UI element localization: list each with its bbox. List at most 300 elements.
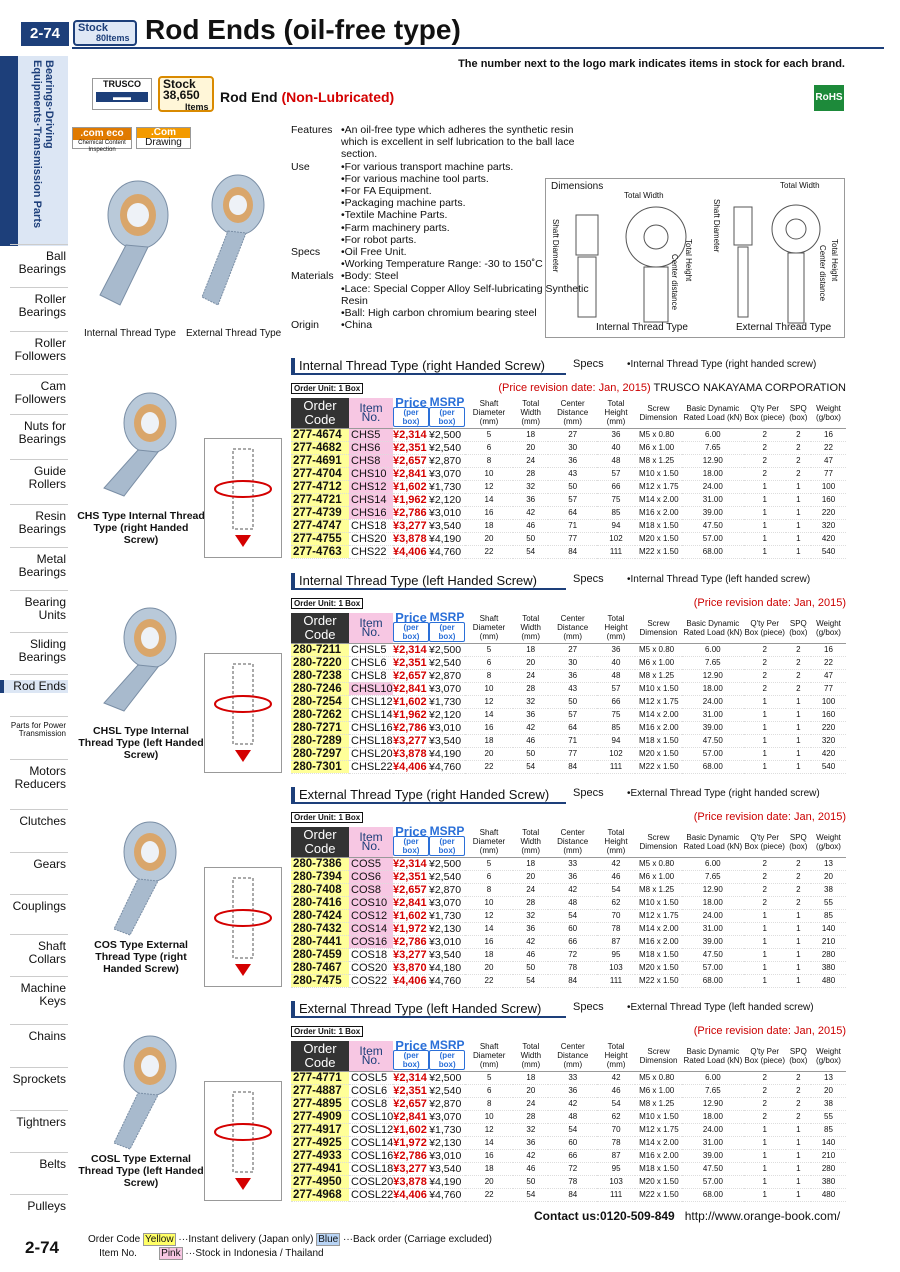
cell-height: 94 — [597, 734, 635, 747]
col-price-label: Price — [395, 395, 427, 411]
cell-spq: 2 — [786, 896, 811, 909]
table-row[interactable] — [291, 656, 846, 669]
item-no: COSL18 — [351, 1162, 394, 1175]
cell-load: 24.00 — [682, 1123, 744, 1136]
table-row[interactable] — [291, 1188, 846, 1201]
order-code[interactable]: 280-7301 — [291, 760, 349, 773]
table-row[interactable] — [291, 467, 846, 480]
revision-date: (Price revision date: Jan, 2015) — [693, 811, 846, 823]
price: ¥2,657 — [393, 883, 429, 896]
order-code[interactable]: 277-4691 — [291, 454, 349, 467]
cell-spq: 1 — [786, 961, 811, 974]
cell-width: 24 — [513, 883, 548, 896]
item-no: CHSL20 — [351, 747, 393, 760]
col-height: Total Height (mm) — [597, 613, 635, 643]
cell-screw: M16 x 2.00 — [635, 1149, 682, 1162]
spec-value: •Packaging machine parts. — [341, 197, 466, 210]
order-code[interactable]: 280-7220 — [291, 656, 349, 669]
msrp: ¥2,870 — [429, 1097, 465, 1110]
price: ¥3,878 — [393, 532, 429, 545]
msrp: ¥4,190 — [429, 747, 465, 760]
sidebar-item-sliding-bearings[interactable]: Sliding Bearings — [18, 637, 66, 664]
table-row[interactable] — [291, 1110, 846, 1123]
item-no: CHS10 — [349, 467, 393, 480]
order-code[interactable]: 280-7211 — [291, 643, 349, 656]
cell-height: 75 — [597, 493, 635, 506]
order-code[interactable]: 280-7416 — [291, 896, 349, 909]
table-row[interactable] — [291, 909, 846, 922]
price: ¥2,786 — [393, 721, 429, 734]
cell-weight: 480 — [811, 974, 846, 987]
cell-width: 32 — [513, 480, 548, 493]
table-row[interactable] — [291, 532, 846, 545]
sidebar-item-ball-bearings[interactable]: Ball Bearings — [18, 249, 66, 276]
col-screw: Screw Dimension — [635, 398, 682, 428]
table-row[interactable] — [291, 857, 846, 870]
order-code[interactable]: 280-7441 — [291, 935, 349, 948]
cell-spq: 1 — [786, 974, 811, 987]
order-code[interactable]: 277-4739 — [291, 506, 349, 519]
spec-value: •For various machine tool parts. — [341, 172, 489, 185]
cell-width: 24 — [513, 669, 548, 682]
contact-phone: Contact us:0120-509-849 — [534, 1209, 675, 1223]
sidebar-item-clutches[interactable]: Clutches — [19, 814, 66, 828]
cell-center: 78 — [548, 1175, 597, 1188]
price: ¥1,962 — [393, 493, 429, 506]
spec-value: •Farm machinery parts. — [341, 221, 450, 234]
cell-qty: 1 — [744, 747, 786, 760]
order-code[interactable]: 280-7289 — [291, 734, 349, 747]
cell-shaft: 8 — [465, 669, 513, 682]
cell-center: 27 — [548, 643, 597, 656]
order-code[interactable]: 280-7432 — [291, 922, 349, 935]
order-code[interactable]: 280-7254 — [291, 695, 349, 708]
col-price-sub: (per box) — [393, 836, 429, 856]
cell-height: 111 — [597, 545, 635, 558]
order-code[interactable]: 280-7271 — [291, 721, 349, 734]
cell-load: 57.00 — [682, 747, 744, 760]
table-row[interactable] — [291, 708, 846, 721]
order-code[interactable]: 277-4917 — [291, 1123, 349, 1136]
sidebar-item-roller-bearings[interactable]: Roller Bearings — [18, 292, 66, 319]
cell-center: 72 — [548, 1162, 597, 1175]
msrp: ¥2,870 — [429, 669, 465, 682]
price: ¥2,314 — [393, 643, 429, 656]
order-code[interactable]: 277-4771 — [291, 1071, 349, 1084]
price: ¥1,602 — [393, 1123, 429, 1136]
cell-spq: 2 — [786, 1097, 811, 1110]
sidebar-divider — [10, 287, 68, 288]
rod-end-photo-4 — [80, 1021, 200, 1151]
order-code[interactable]: 280-7386 — [291, 857, 349, 870]
table-row[interactable] — [291, 682, 846, 695]
table-row[interactable] — [291, 747, 846, 760]
cell-center: 78 — [548, 961, 597, 974]
order-code[interactable]: 277-4763 — [291, 545, 349, 558]
col-order-code: Order Code — [291, 613, 349, 643]
item-no: CHS8 — [349, 454, 393, 467]
cell-height: 62 — [597, 1110, 635, 1123]
price-revision — [498, 382, 846, 394]
cell-weight: 85 — [811, 1123, 846, 1136]
item-no: COS5 — [349, 857, 393, 870]
order-code[interactable]: 277-4755 — [291, 532, 349, 545]
cell-spq: 1 — [786, 1162, 811, 1175]
cell-center: 48 — [548, 1110, 597, 1123]
order-code[interactable]: 277-4887 — [291, 1084, 349, 1097]
sidebar-item-parts-for-power-transmission[interactable]: Parts for Power Transmission — [10, 721, 66, 738]
cell-screw: M12 x 1.75 — [635, 480, 682, 493]
col-msrp-sub: (per box) — [429, 836, 465, 856]
cell-load: 31.00 — [682, 1136, 744, 1149]
table-row[interactable] — [291, 734, 846, 747]
table-row[interactable] — [291, 428, 846, 441]
price: ¥2,314 — [393, 1071, 429, 1084]
cell-height: 54 — [597, 1097, 635, 1110]
order-code[interactable]: 277-4968 — [291, 1188, 349, 1201]
cell-load: 6.00 — [682, 857, 744, 870]
cell-load: 12.90 — [682, 1097, 744, 1110]
spec-value: •Lace: Special Copper Alloy Self-lubricating Synthetic Resin — [341, 282, 589, 307]
sidebar-item-rod-ends[interactable]: Rod Ends — [0, 680, 68, 693]
cell-screw: M5 x 0.80 — [635, 1071, 682, 1084]
order-code[interactable]: 280-7475 — [291, 974, 349, 987]
sidebar-item-couplings[interactable]: Couplings — [12, 899, 66, 913]
drawing-sub: Drawing — [145, 137, 182, 148]
cell-load: 68.00 — [682, 545, 744, 558]
sidebar-item-nuts-for-bearings[interactable]: Nuts for Bearings — [18, 419, 66, 446]
cell-center: 30 — [548, 656, 597, 669]
dim-shaft-diameter: Shaft Diameter — [551, 219, 560, 273]
cell-shaft: 22 — [465, 545, 513, 558]
cell-width: 20 — [513, 441, 548, 454]
col-weight: Weight (g/box) — [811, 827, 846, 857]
table-row[interactable] — [291, 948, 846, 961]
section-specs-label: Specs — [573, 358, 604, 370]
cell-weight: 380 — [811, 1175, 846, 1188]
cell-qty: 2 — [744, 870, 786, 883]
sidebar-item-guide-rollers[interactable]: Guide Rollers — [28, 464, 66, 491]
col-width: Total Width (mm) — [513, 827, 548, 857]
msrp: ¥3,010 — [429, 1149, 465, 1162]
table-row[interactable] — [291, 1136, 846, 1149]
sidebar-item-pulleys[interactable]: Pulleys — [27, 1199, 66, 1213]
price: ¥1,602 — [393, 695, 429, 708]
msrp: ¥2,120 — [429, 493, 465, 506]
spec-value: •For robot parts. — [341, 233, 417, 246]
table-row[interactable] — [291, 721, 846, 734]
table-row[interactable] — [291, 695, 846, 708]
table-row[interactable] — [291, 1097, 846, 1110]
table-row[interactable] — [291, 1162, 846, 1175]
order-code[interactable]: 280-7246 — [291, 682, 349, 695]
cell-screw: M6 x 1.00 — [635, 870, 682, 883]
cell-screw: M10 x 1.50 — [635, 682, 682, 695]
sidebar-item-shaft-collars[interactable]: Shaft Collars — [28, 939, 66, 966]
order-code[interactable]: 280-7238 — [291, 669, 349, 682]
cell-center: 33 — [548, 1071, 597, 1084]
order-code[interactable]: 277-4933 — [291, 1149, 349, 1162]
table-row[interactable] — [291, 480, 846, 493]
spec-row — [291, 124, 601, 161]
table-row[interactable] — [291, 1149, 846, 1162]
sidebar-divider — [10, 547, 68, 548]
cell-height: 66 — [597, 480, 635, 493]
cell-weight: 55 — [811, 896, 846, 909]
table-row[interactable] — [291, 545, 846, 558]
table-row[interactable] — [291, 643, 846, 656]
table-row[interactable] — [291, 935, 846, 948]
cell-spq: 2 — [786, 467, 811, 480]
col-spq: SPQ (box) — [786, 613, 811, 643]
legend-yellow-desc: ···Instant delivery (Japan only) — [178, 1234, 314, 1245]
msrp: ¥1,730 — [429, 695, 465, 708]
msrp: ¥1,730 — [429, 909, 465, 922]
table-row[interactable] — [291, 883, 846, 896]
order-code[interactable]: 277-4721 — [291, 493, 349, 506]
table-row[interactable] — [291, 1175, 846, 1188]
cell-weight: 540 — [811, 760, 846, 773]
cell-height: 95 — [597, 948, 635, 961]
order-unit: Order Unit: 1 Box — [291, 812, 363, 823]
cell-center: 84 — [548, 1188, 597, 1201]
msrp: ¥3,070 — [429, 896, 465, 909]
stock-badge — [73, 20, 137, 46]
cell-height: 102 — [597, 532, 635, 545]
sidebar-item-bearing-units[interactable]: Bearing Units — [24, 595, 66, 622]
col-msrp-sub: (per box) — [429, 1050, 465, 1070]
order-code[interactable]: 277-4704 — [291, 467, 349, 480]
table-row[interactable] — [291, 974, 846, 987]
cell-shaft: 18 — [465, 519, 513, 532]
sidebar-item-gears[interactable]: Gears — [33, 857, 66, 871]
col-msrp — [429, 610, 465, 643]
col-price-sub: (per box) — [393, 1050, 429, 1070]
order-code[interactable]: 280-7467 — [291, 961, 349, 974]
cell-shaft: 16 — [465, 506, 513, 519]
cell-qty: 2 — [744, 1071, 786, 1084]
cell-qty: 1 — [744, 974, 786, 987]
order-code[interactable]: 277-4674 — [291, 428, 349, 441]
col-shaft: Shaft Diameter (mm) — [465, 398, 513, 428]
cell-width: 54 — [513, 760, 548, 773]
sidebar-item-motors-reducers[interactable]: Motors Reducers — [14, 764, 66, 791]
cell-height: 94 — [597, 519, 635, 532]
section-title: External Thread Type (right Handed Screw) — [291, 787, 566, 804]
item-no: COSL10 — [351, 1110, 394, 1123]
order-code[interactable]: 280-7408 — [291, 883, 349, 896]
cell-center: 60 — [548, 922, 597, 935]
spec-key: Specs — [291, 246, 321, 259]
cell-center: 54 — [548, 909, 597, 922]
order-code[interactable]: 277-4941 — [291, 1162, 349, 1175]
cell-load: 57.00 — [682, 1175, 744, 1188]
cell-shaft: 22 — [465, 974, 513, 987]
cell-center: 50 — [548, 480, 597, 493]
sidebar-item-tightners[interactable]: Tightners — [16, 1115, 66, 1129]
order-code[interactable]: 277-4909 — [291, 1110, 349, 1123]
sidebar-divider — [10, 1024, 68, 1025]
sidebar-divider — [10, 244, 68, 245]
order-code[interactable]: 280-7262 — [291, 708, 349, 721]
order-unit: Order Unit: 1 Box — [291, 383, 363, 394]
cell-load: 68.00 — [682, 760, 744, 773]
table-row[interactable] — [291, 1123, 846, 1136]
table-row[interactable] — [291, 519, 846, 532]
item-no: COSL5 — [349, 1071, 393, 1084]
cell-qty: 1 — [744, 532, 786, 545]
col-center: Center Distance (mm) — [548, 398, 597, 428]
cell-width: 32 — [513, 1123, 548, 1136]
item-no: CHS5 — [349, 428, 393, 441]
cell-qty: 2 — [744, 669, 786, 682]
cell-load: 39.00 — [682, 721, 744, 734]
sidebar-item-sprockets[interactable]: Sprockets — [12, 1072, 66, 1086]
cell-center: 30 — [548, 441, 597, 454]
contact-url[interactable]: http://www.orange-book.com/ — [684, 1209, 841, 1223]
cell-spq: 1 — [786, 506, 811, 519]
col-center: Center Distance (mm) — [548, 613, 597, 643]
col-order-code: Order Code — [291, 398, 349, 428]
cell-width: 20 — [513, 656, 548, 669]
spec-key: Features — [291, 124, 333, 136]
col-order-code: Order Code — [291, 827, 349, 857]
price: ¥3,277 — [393, 519, 429, 532]
order-code[interactable]: 277-4682 — [291, 441, 349, 454]
caption-internal: Internal Thread Type — [84, 328, 176, 339]
trusco-logo — [92, 78, 152, 110]
table-row[interactable] — [291, 896, 846, 909]
msrp: ¥3,070 — [429, 1110, 465, 1123]
msrp: ¥3,070 — [429, 682, 465, 695]
cell-shaft: 20 — [465, 961, 513, 974]
sidebar-item-machine-keys[interactable]: Machine Keys — [20, 981, 66, 1008]
cell-load: 18.00 — [682, 1110, 744, 1123]
section-header — [291, 358, 846, 375]
table-row[interactable] — [291, 506, 846, 519]
msrp: ¥2,500 — [429, 643, 465, 656]
cell-spq: 2 — [786, 441, 811, 454]
sidebar-item-metal-bearings[interactable]: Metal Bearings — [18, 552, 66, 579]
cell-weight: 13 — [811, 857, 846, 870]
order-code[interactable]: 277-4712 — [291, 480, 349, 493]
order-code[interactable]: 280-7394 — [291, 870, 349, 883]
table-row[interactable] — [291, 441, 846, 454]
table-row[interactable] — [291, 454, 846, 467]
drawing-badge[interactable] — [136, 127, 191, 149]
dim-total-height: Total Height — [684, 239, 693, 282]
msrp: ¥2,540 — [429, 870, 465, 883]
table-row[interactable] — [291, 1071, 846, 1084]
cell-spq: 2 — [786, 1110, 811, 1123]
cell-screw: M22 x 1.50 — [635, 760, 682, 773]
sidebar-item-resin-bearings[interactable]: Resin Bearings — [18, 509, 66, 536]
order-code[interactable]: 280-7424 — [291, 909, 349, 922]
table-row[interactable] — [291, 1084, 846, 1097]
col-width: Total Width (mm) — [513, 1041, 548, 1071]
cell-width: 28 — [513, 467, 548, 480]
msrp: ¥2,120 — [429, 708, 465, 721]
cell-qty: 2 — [744, 1110, 786, 1123]
order-code[interactable]: 280-7297 — [291, 747, 349, 760]
cell-center: 54 — [548, 1123, 597, 1136]
cell-qty: 1 — [744, 935, 786, 948]
cell-load: 6.00 — [682, 1071, 744, 1084]
cell-shaft: 20 — [465, 532, 513, 545]
price: ¥4,406 — [393, 974, 429, 987]
thread-direction-diagram — [204, 653, 282, 773]
cell-weight: 100 — [811, 695, 846, 708]
brand-mark: ▬▬ — [96, 92, 148, 102]
table-row[interactable] — [291, 870, 846, 883]
cell-qty: 2 — [744, 1097, 786, 1110]
msrp: ¥2,870 — [429, 883, 465, 896]
col-price — [393, 1038, 429, 1071]
table-row[interactable] — [291, 922, 846, 935]
thread-arrow-icon — [205, 868, 281, 986]
sidebar-item-chains[interactable]: Chains — [28, 1029, 66, 1043]
cell-shaft: 14 — [465, 922, 513, 935]
col-qty: Q'ty Per Box (piece) — [744, 613, 786, 643]
cell-load: 47.50 — [682, 948, 744, 961]
cell-shaft: 12 — [465, 480, 513, 493]
cell-load: 39.00 — [682, 935, 744, 948]
cell-load: 31.00 — [682, 922, 744, 935]
cell-width: 18 — [513, 1071, 548, 1084]
cell-width: 20 — [513, 870, 548, 883]
cell-center: 71 — [548, 519, 597, 532]
table-row[interactable] — [291, 961, 846, 974]
msrp: ¥1,730 — [429, 480, 465, 493]
sidebar-item-roller-followers[interactable]: Roller Followers — [14, 336, 66, 363]
spec-value: •Oil Free Unit. — [341, 246, 407, 259]
cell-qty: 1 — [744, 961, 786, 974]
order-code[interactable]: 277-4747 — [291, 519, 349, 532]
order-code[interactable]: 280-7459 — [291, 948, 349, 961]
order-code[interactable]: 277-4925 — [291, 1136, 349, 1149]
spec-value: •Textile Machine Parts. — [341, 209, 448, 222]
col-msrp-label: MSRP — [429, 610, 465, 625]
table-row[interactable] — [291, 669, 846, 682]
cell-height: 57 — [597, 682, 635, 695]
cell-width: 42 — [513, 506, 548, 519]
cell-height: 85 — [597, 506, 635, 519]
cell-qty: 1 — [744, 545, 786, 558]
table-row[interactable] — [291, 493, 846, 506]
item-no: CHSL10 — [351, 682, 393, 695]
sidebar-item-cam-followers[interactable]: Cam Followers — [14, 379, 66, 406]
order-code[interactable]: 277-4950 — [291, 1175, 349, 1188]
order-code[interactable]: 277-4895 — [291, 1097, 349, 1110]
cell-center: 71 — [548, 734, 597, 747]
cell-shaft: 14 — [465, 493, 513, 506]
spec-key — [291, 283, 341, 307]
table-row[interactable] — [291, 760, 846, 773]
cell-screw: M20 x 1.50 — [635, 1175, 682, 1188]
cell-width: 36 — [513, 1136, 548, 1149]
cell-shaft: 10 — [465, 896, 513, 909]
cell-screw: M16 x 2.00 — [635, 721, 682, 734]
cell-screw: M12 x 1.75 — [635, 695, 682, 708]
sidebar-item-belts[interactable]: Belts — [39, 1157, 66, 1171]
cell-shaft: 12 — [465, 1123, 513, 1136]
cell-shaft: 6 — [465, 656, 513, 669]
item-no: CHS22 — [349, 545, 393, 558]
cell-spq: 1 — [786, 909, 811, 922]
cell-center: 72 — [548, 948, 597, 961]
cell-width: 18 — [513, 857, 548, 870]
price: ¥3,277 — [393, 948, 429, 961]
